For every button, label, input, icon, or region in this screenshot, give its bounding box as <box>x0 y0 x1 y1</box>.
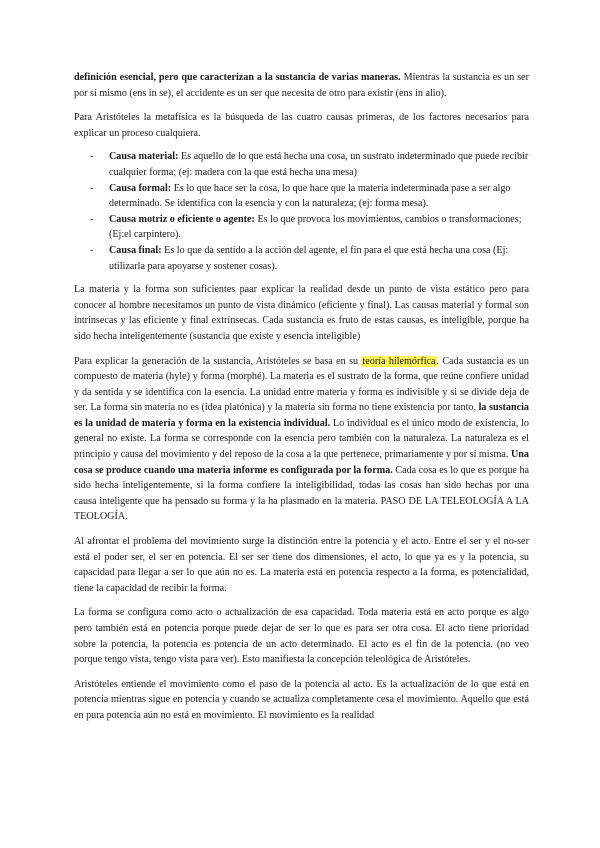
paragraph-movement: Aristóteles entiende el movimiento como el paso de la potencia al acto. Es la actualización de lo que está en potencia mientras sigue en potencia y cuando se actualiza completamente cesa el movimiento. Aquello que está en pura potencia aún no está en movimiento. El movimiento es la realidad <box>74 678 529 721</box>
paragraph-matter-form: La materia y la forma son suficientes paar explicar la realidad desde un punto de vista estático pero para conocer al hombre necesitamos un punto de vista dinámico (eficiente y final). Las causas material y formal son intrínsecas y las eficiente y final extrínsecas. Cada sustancia es fruto de estas causas, es inteligible, porque ha sido hecha inteligentemente (sustancia que existe y esencia inteligible) <box>74 284 529 342</box>
paragraph-hylomorphism <box>74 354 529 526</box>
paragraph-text: Lo individual es el único modo de existencia, lo general no existe. La forma se corresponde con la esencia pero también con la naturaleza. La naturaleza es el principio y causa del movimiento y del reposo de la cosa a la que pertenece, primariamente y por sí misma. <box>74 417 529 461</box>
cause-term: Causa final: <box>109 244 162 256</box>
paragraph-form-act: La forma se configura como acto o actualización de esa capacidad. Toda materia está en acto porque es algo pero también está en potencia porque puede dejar de ser lo que es para ser otra cosa. El acto tiene prioridad sobre la potencia, la potencia es potencia de un acto determinado. El acto es el fin de la potencia. (no veo porque tengo vista, tengo vista para ver). Esto manifiesta la concepción teleológica de Aristóteles. <box>74 607 529 666</box>
list-item-causa-motriz <box>74 212 529 243</box>
list-dash: - <box>90 151 94 163</box>
list-item-causa-material <box>74 149 529 180</box>
list-dash: - <box>90 213 94 225</box>
paragraph-text: Cada cosa es lo que es porque ha sido hecha inteligentemente, si la forma confiere la inteligibilidad, todas las cosas han sido hechas por una causa inteligente que ha pensado su forma y la ha plasmado en la materia. PASO DE LA TELEOLOGÍA A LA TEOLOGÍA. <box>74 464 529 523</box>
cause-text: Es lo que provoca los movimientos, cambios o transformaciones; (Ej:el carpintero). <box>109 213 522 241</box>
bold-text: Una cosa se produce cuando una materia informe es configurada por la forma. <box>74 449 529 476</box>
cause-text: Es lo que hace ser la cosa, lo que hace que la materia indeterminada pase a ser algo determinado. Se identifica con la esencia y con la naturaleza; (ej: forma mesa). <box>109 182 511 210</box>
list-dash: - <box>90 244 94 256</box>
cause-term: Causa material: <box>109 151 179 163</box>
paragraph-text: Para explicar la generación de la sustancia, Aristóteles se basa en su <box>74 355 362 367</box>
cause-text: Es lo que da sentido a la acción del agente, el fin para el que está hecha una cosa (Ej: utilizarla para apoyarse y sostener cosas). <box>109 244 509 272</box>
cause-term: Causa motriz o eficiente o agente: <box>109 213 255 225</box>
causes-list <box>74 149 529 274</box>
bold-text: definición esencial, pero que caracterizan a la sustancia de varias maneras. <box>74 72 401 83</box>
highlighted-text: teoría hilemórfica <box>362 355 436 367</box>
cause-term: Causa formal: <box>109 182 172 194</box>
paragraph-four-causes: Para Aristóteles la metafísica es la búsqueda de las cuatro causas primeras, de los factores necesarios para explicar un proceso cualquiera. <box>74 112 529 139</box>
list-dash: - <box>90 182 94 194</box>
document-body <box>74 70 529 724</box>
bold-text: la sustancia es la unidad de materia y forma en la existencia individual. <box>74 402 529 429</box>
paragraph-text: . Cada sustancia es un compuesto de materia (hyle) y forma (morphé). La materia es el sustrato de la forma, que reúne confiere unidad y da sentida y se identifica con la esencia. La unidad entre materia y forma es indivisible y si se divide deja de ser. La forma sin materia no es (idea platónica) y la materia sin forma no tiene existencia por tanto, <box>74 355 529 414</box>
paragraph-substance <box>74 70 529 101</box>
list-item-causa-final <box>74 243 529 274</box>
list-item-causa-formal <box>74 181 529 212</box>
paragraph-text: Mientras la sustancia es un ser por sí mismo (ens in se), el accidente es un ser que necesita de otro para existir (ens in alio). <box>74 72 529 99</box>
cause-text: Es aquello de lo que está hecha una cosa, un sustrato indeterminado que puede recibir cualquier forma; (ej: madera con la que está hecha una mesa) <box>109 151 529 178</box>
paragraph-potency-act: Al afrontar el problema del movimiento surge la distinción entre la potencia y el acto. Entre el ser y el no-ser está el poder ser, el ser en potencia. El ser ser tiene dos dimensiones, el acto, lo que ya es y la potencia, su capacidad para llegar a ser lo que aún no es. La materia está en potencia respecto a la forma, es potencialidad, tiene la capacidad de recibir la forma. <box>74 536 529 594</box>
